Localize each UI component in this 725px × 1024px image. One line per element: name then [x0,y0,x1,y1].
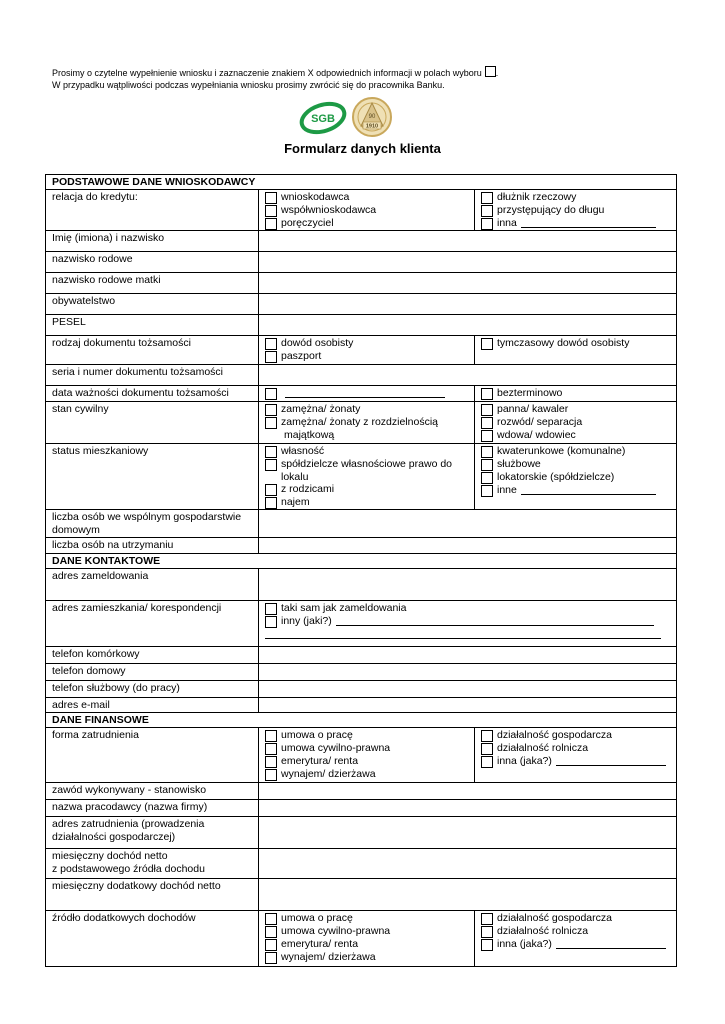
checkbox-icon[interactable] [265,205,277,217]
checkbox-icon[interactable] [265,446,277,458]
option-zrodlo-umowa-o-prace[interactable]: umowa o pracę [265,912,468,925]
input-nazwisko-matki[interactable] [259,273,677,294]
page-title: Formularz danych klienta [284,141,441,156]
checkbox-icon[interactable] [481,485,493,497]
checkbox-icon[interactable] [481,388,493,400]
label-pracodawca: nazwa pracodawcy (nazwa firmy) [46,800,259,817]
option-sluzbowe[interactable]: służbowe [481,458,670,471]
checkbox-icon[interactable] [265,769,277,781]
label-telefon-komorkowy: telefon komórkowy [46,647,259,664]
checkbox-icon[interactable] [265,192,277,204]
fill-line-data[interactable] [285,387,445,398]
label-zawod: zawód wykonywany - stanowisko [46,783,259,800]
checkbox-icon[interactable] [481,192,493,204]
label-seria-numer: seria i numer dokumentu tożsamości [46,365,259,386]
checkbox-icon[interactable] [265,913,277,925]
option-zamezna[interactable]: zamężna/ żonaty [265,403,468,416]
checkbox-icon[interactable] [265,952,277,964]
input-liczba-utrzymanie[interactable] [259,538,677,554]
option-z-rodzicami[interactable]: z rodzicami [265,483,468,496]
checkbox-icon[interactable] [265,404,277,416]
input-dochod-netto[interactable] [259,849,677,879]
intro-line-1: Prosimy o czytelne wypełnienie wniosku i zaznaczenie znakiem X odpowiednich informacji w polach wyboru [52,68,482,78]
option-zrodlo-wynajem[interactable]: wynajem/ dzierżawa [265,951,468,964]
option-wspolwnioskodawca[interactable]: współwnioskodawca [265,204,468,217]
option-umowa-o-prace[interactable]: umowa o pracę [265,729,468,742]
option-wlasnosc[interactable]: własność [265,445,468,458]
checkbox-icon[interactable] [481,205,493,217]
fill-line-inne[interactable] [521,484,656,495]
label-nazwisko-matki: nazwisko rodowe matki [46,273,259,294]
option-dowod-osobisty[interactable]: dowód osobisty [265,337,468,350]
label-rodzaj-dokumentu: rodzaj dokumentu tożsamości [46,336,259,365]
option-wnioskodawca[interactable]: wnioskodawca [265,191,468,204]
checkbox-icon[interactable] [481,338,493,350]
label-telefon-domowy: telefon domowy [46,664,259,681]
option-inna-zatrudnienie[interactable]: inna (jaka?) [481,755,670,768]
input-obywatelstwo[interactable] [259,294,677,315]
option-zrodlo-cywilno-prawna[interactable]: umowa cywilno-prawna [265,925,468,938]
label-obywatelstwo: obywatelstwo [46,294,259,315]
checkbox-icon[interactable] [265,939,277,951]
option-poreczyciel[interactable]: poręczyciel [265,217,468,230]
input-adres-zatrudnienia[interactable] [259,817,677,849]
option-paszport[interactable]: paszport [265,350,468,363]
intro-text: Prosimy o czytelne wypełnienie wniosku i zaznaczenie znakiem X odpowiednich informacji w polach wyboru . W przypadku wątpliwości podczas wypełniania wniosku prosimy zwrócić się do pracownika Banku. [52,68,499,90]
label-imie: Imię (imiona) i nazwisko [46,231,259,252]
section-contact: DANE KONTAKTOWE [46,554,677,569]
fill-line-inna-jaka[interactable] [556,755,666,766]
label-relacja: relacja do kredytu: [46,190,259,231]
input-zawod[interactable] [259,783,677,800]
label-adres-zameldowania: adres zameldowania [46,569,259,601]
checkbox-icon[interactable] [481,926,493,938]
input-adres-zameldowania[interactable] [259,569,677,601]
input-telefon-sluzbowy[interactable] [259,681,677,698]
checkbox-icon[interactable] [481,472,493,484]
checkbox-icon[interactable] [265,730,277,742]
label-dodatkowy-dochod: miesięczny dodatkowy dochód netto [46,879,259,911]
input-liczba-osob[interactable] [259,510,677,538]
checkbox-icon[interactable] [265,338,277,350]
label-pesel: PESEL [46,315,259,336]
checkbox-icon[interactable] [481,446,493,458]
checkbox-icon[interactable] [265,459,277,471]
option-umowa-cywilno-prawna[interactable]: umowa cywilno-prawna [265,742,468,755]
option-lokatorskie[interactable]: lokatorskie (spółdzielcze) [481,471,670,484]
checkbox-icon[interactable] [265,926,277,938]
option-kwaterunkowe[interactable]: kwaterunkowe (komunalne) [481,445,670,458]
svg-text:1910: 1910 [365,123,379,130]
label-data-waznosci: data ważności dokumentu tożsamości [46,386,259,402]
input-pesel[interactable] [259,315,677,336]
option-inny-adres[interactable]: inny (jaki?) [265,615,670,628]
input-pracodawca[interactable] [259,800,677,817]
option-taki-sam[interactable]: taki sam jak zameldowania [265,602,670,615]
fill-line-inny-adres[interactable] [336,615,654,626]
checkbox-icon[interactable] [481,939,493,951]
input-nazwisko-rodowe[interactable] [259,252,677,273]
label-telefon-sluzbowy: telefon służbowy (do pracy) [46,681,259,698]
option-data-waznosci[interactable] [265,387,468,400]
option-tymczasowy-dowod[interactable]: tymczasowy dowód osobisty [481,337,670,350]
input-telefon-komorkowy[interactable] [259,647,677,664]
option-emerytura[interactable]: emerytura/ renta [265,755,468,768]
checkbox-icon[interactable] [265,743,277,755]
checkbox-icon[interactable] [481,417,493,429]
option-zrodlo-emerytura[interactable]: emerytura/ renta [265,938,468,951]
input-seria-numer[interactable] [259,365,677,386]
option-dzialalnosc-gospodarcza[interactable]: działalność gospodarcza [481,729,670,742]
checkbox-icon[interactable] [265,756,277,768]
checkbox-icon[interactable] [481,459,493,471]
input-telefon-domowy[interactable] [259,664,677,681]
checkbox-icon[interactable] [265,388,277,400]
option-inne-status[interactable]: inne [481,484,670,497]
fill-line-zrodlo-inna[interactable] [556,938,666,949]
option-zrodlo-inna[interactable]: inna (jaka?) [481,938,670,951]
label-stan-cywilny: stan cywilny [46,402,259,444]
checkbox-icon[interactable] [481,756,493,768]
label-forma-zatrudnienia: forma zatrudnienia [46,728,259,783]
option-spoldzielcze[interactable]: spółdzielcze własnościowe prawo do lokalu [265,458,468,483]
option-zamezna-rozdzielnosc[interactable]: zamężna/ żonaty z rozdzielnością [265,416,468,429]
bank-logos [299,96,395,138]
option-zrodlo-gospodarcza[interactable]: działalność gospodarcza [481,912,670,925]
option-najem[interactable]: najem [265,496,468,509]
label-adres-korespondencji: adres zamieszkania/ korespondencji [46,601,259,647]
option-panna-kawaler[interactable]: panna/ kawaler [481,403,670,416]
option-inna-relacja[interactable]: inna [481,217,670,230]
section-finance: DANE FINANSOWE [46,713,677,728]
section-basic: PODSTAWOWE DANE WNIOSKODAWCY [46,175,677,190]
checkbox-icon[interactable] [265,351,277,363]
label-dochod-netto: miesięczny dochód netto z podstawowego źródła dochodu [46,849,259,879]
checkbox-icon[interactable] [481,218,493,230]
sgb-logo-icon [299,96,395,138]
fill-line-adres-2[interactable] [265,629,661,639]
option-wdowa[interactable]: wdowa/ wdowiec [481,429,670,442]
checkbox-icon[interactable] [265,603,277,615]
checkbox-icon[interactable] [265,417,277,429]
option-dzialalnosc-rolnicza[interactable]: działalność rolnicza [481,742,670,755]
checkbox-icon[interactable] [481,430,493,442]
svg-text:90: 90 [368,114,376,120]
input-email[interactable] [259,698,677,713]
checkbox-icon[interactable] [265,497,277,509]
checkbox-icon[interactable] [481,913,493,925]
checkbox-icon[interactable] [265,218,277,230]
label-status-mieszkaniowy: status mieszkaniowy [46,444,259,510]
option-wynajem[interactable]: wynajem/ dzierżawa [265,768,468,781]
checkbox-icon[interactable] [481,730,493,742]
svg-text:SGB: SGB [311,113,335,125]
checkbox-icon[interactable] [265,616,277,628]
label-zrodlo-dochodow: źródło dodatkowych dochodów [46,911,259,967]
checkbox-sample-icon [485,66,496,77]
option-rozwod[interactable]: rozwód/ separacja [481,416,670,429]
label-liczba-utrzymanie: liczba osób na utrzymaniu [46,538,259,554]
label-liczba-osob: liczba osób we wspólnym gospodarstwie domowym [46,510,259,538]
client-data-form: PODSTAWOWE DANE WNIOSKODAWCY relacja do kredytu: wnioskodawca współwnioskodawca poręczyciel dłużnik rzeczowy przystępujący do długu inna Imię (imiona) i nazwisko nazwisko rodowe nazwisko rodowe matki obywatelstwo PESEL rodzaj dokumentu tożsamości dowód osobisty paszport tymczasowy dowód osobisty seria i numer dokumentu tożsamości data ważności dokumentu tożsamości bezterminowo stan cywilny zamężna/ żonaty zamężna/ żonaty z rozdzielnością majątkową panna/ kawaler rozwód/ separacja wdowa/ wdowiec status mieszkaniowy własność spółdzielcze własnościowe prawo do lokalu z rodzicami najem kwaterunkowe (komunalne) służbowe lokatorskie (spółdzielcze) inne liczba osób we wspólnym gospodarstwie domowym liczba osób na utrzymaniu DANE KONTAKTOWE adres zameldowania adres zamieszkania/ korespondencji taki sam jak zameldowania inny (jaki?) telefon komórkowy telefon domowy telefon służbowy (do pracy) adres e-mail DANE FINANSOWE forma zatrudnienia umowa o pracę umowa cywilno-prawna emerytura/ renta wynajem/ dzierżawa działalność gospodarcza działalność rolnicza inna (jaka?) zawód wykonywany - stanowisko nazwa pracodawcy (nazwa firmy) adres zatrudnienia (prowadzenia działalności gospodarczej) miesięczny dochód netto z podstawowego źródła dochodu miesięczny dodatkowy dochód netto źródło dodatkowych dochodów umowa o pracę umowa cywilno-prawna emerytura/ renta wynajem/ dzierżawa działalność gospodarcza działalność rolnicza inna (jaka?) [45,174,677,967]
checkbox-icon[interactable] [481,404,493,416]
input-imie[interactable] [259,231,677,252]
input-dodatkowy-dochod[interactable] [259,879,677,911]
checkbox-icon[interactable] [481,743,493,755]
fill-line-inna[interactable] [521,217,656,228]
checkbox-icon[interactable] [265,484,277,496]
label-email: adres e-mail [46,698,259,713]
label-nazwisko-rodowe: nazwisko rodowe [46,252,259,273]
intro-line-2: W przypadku wątpliwości podczas wypełniania wniosku prosimy zwrócić się do pracownika Banku. [52,80,445,90]
option-przystepujacy[interactable]: przystępujący do długu [481,204,670,217]
option-dluznik-rzeczowy[interactable]: dłużnik rzeczowy [481,191,670,204]
option-zrodlo-rolnicza[interactable]: działalność rolnicza [481,925,670,938]
label-adres-zatrudnienia: adres zatrudnienia (prowadzenia działalności gospodarczej) [46,817,259,849]
option-bezterminowo[interactable]: bezterminowo [481,387,670,400]
